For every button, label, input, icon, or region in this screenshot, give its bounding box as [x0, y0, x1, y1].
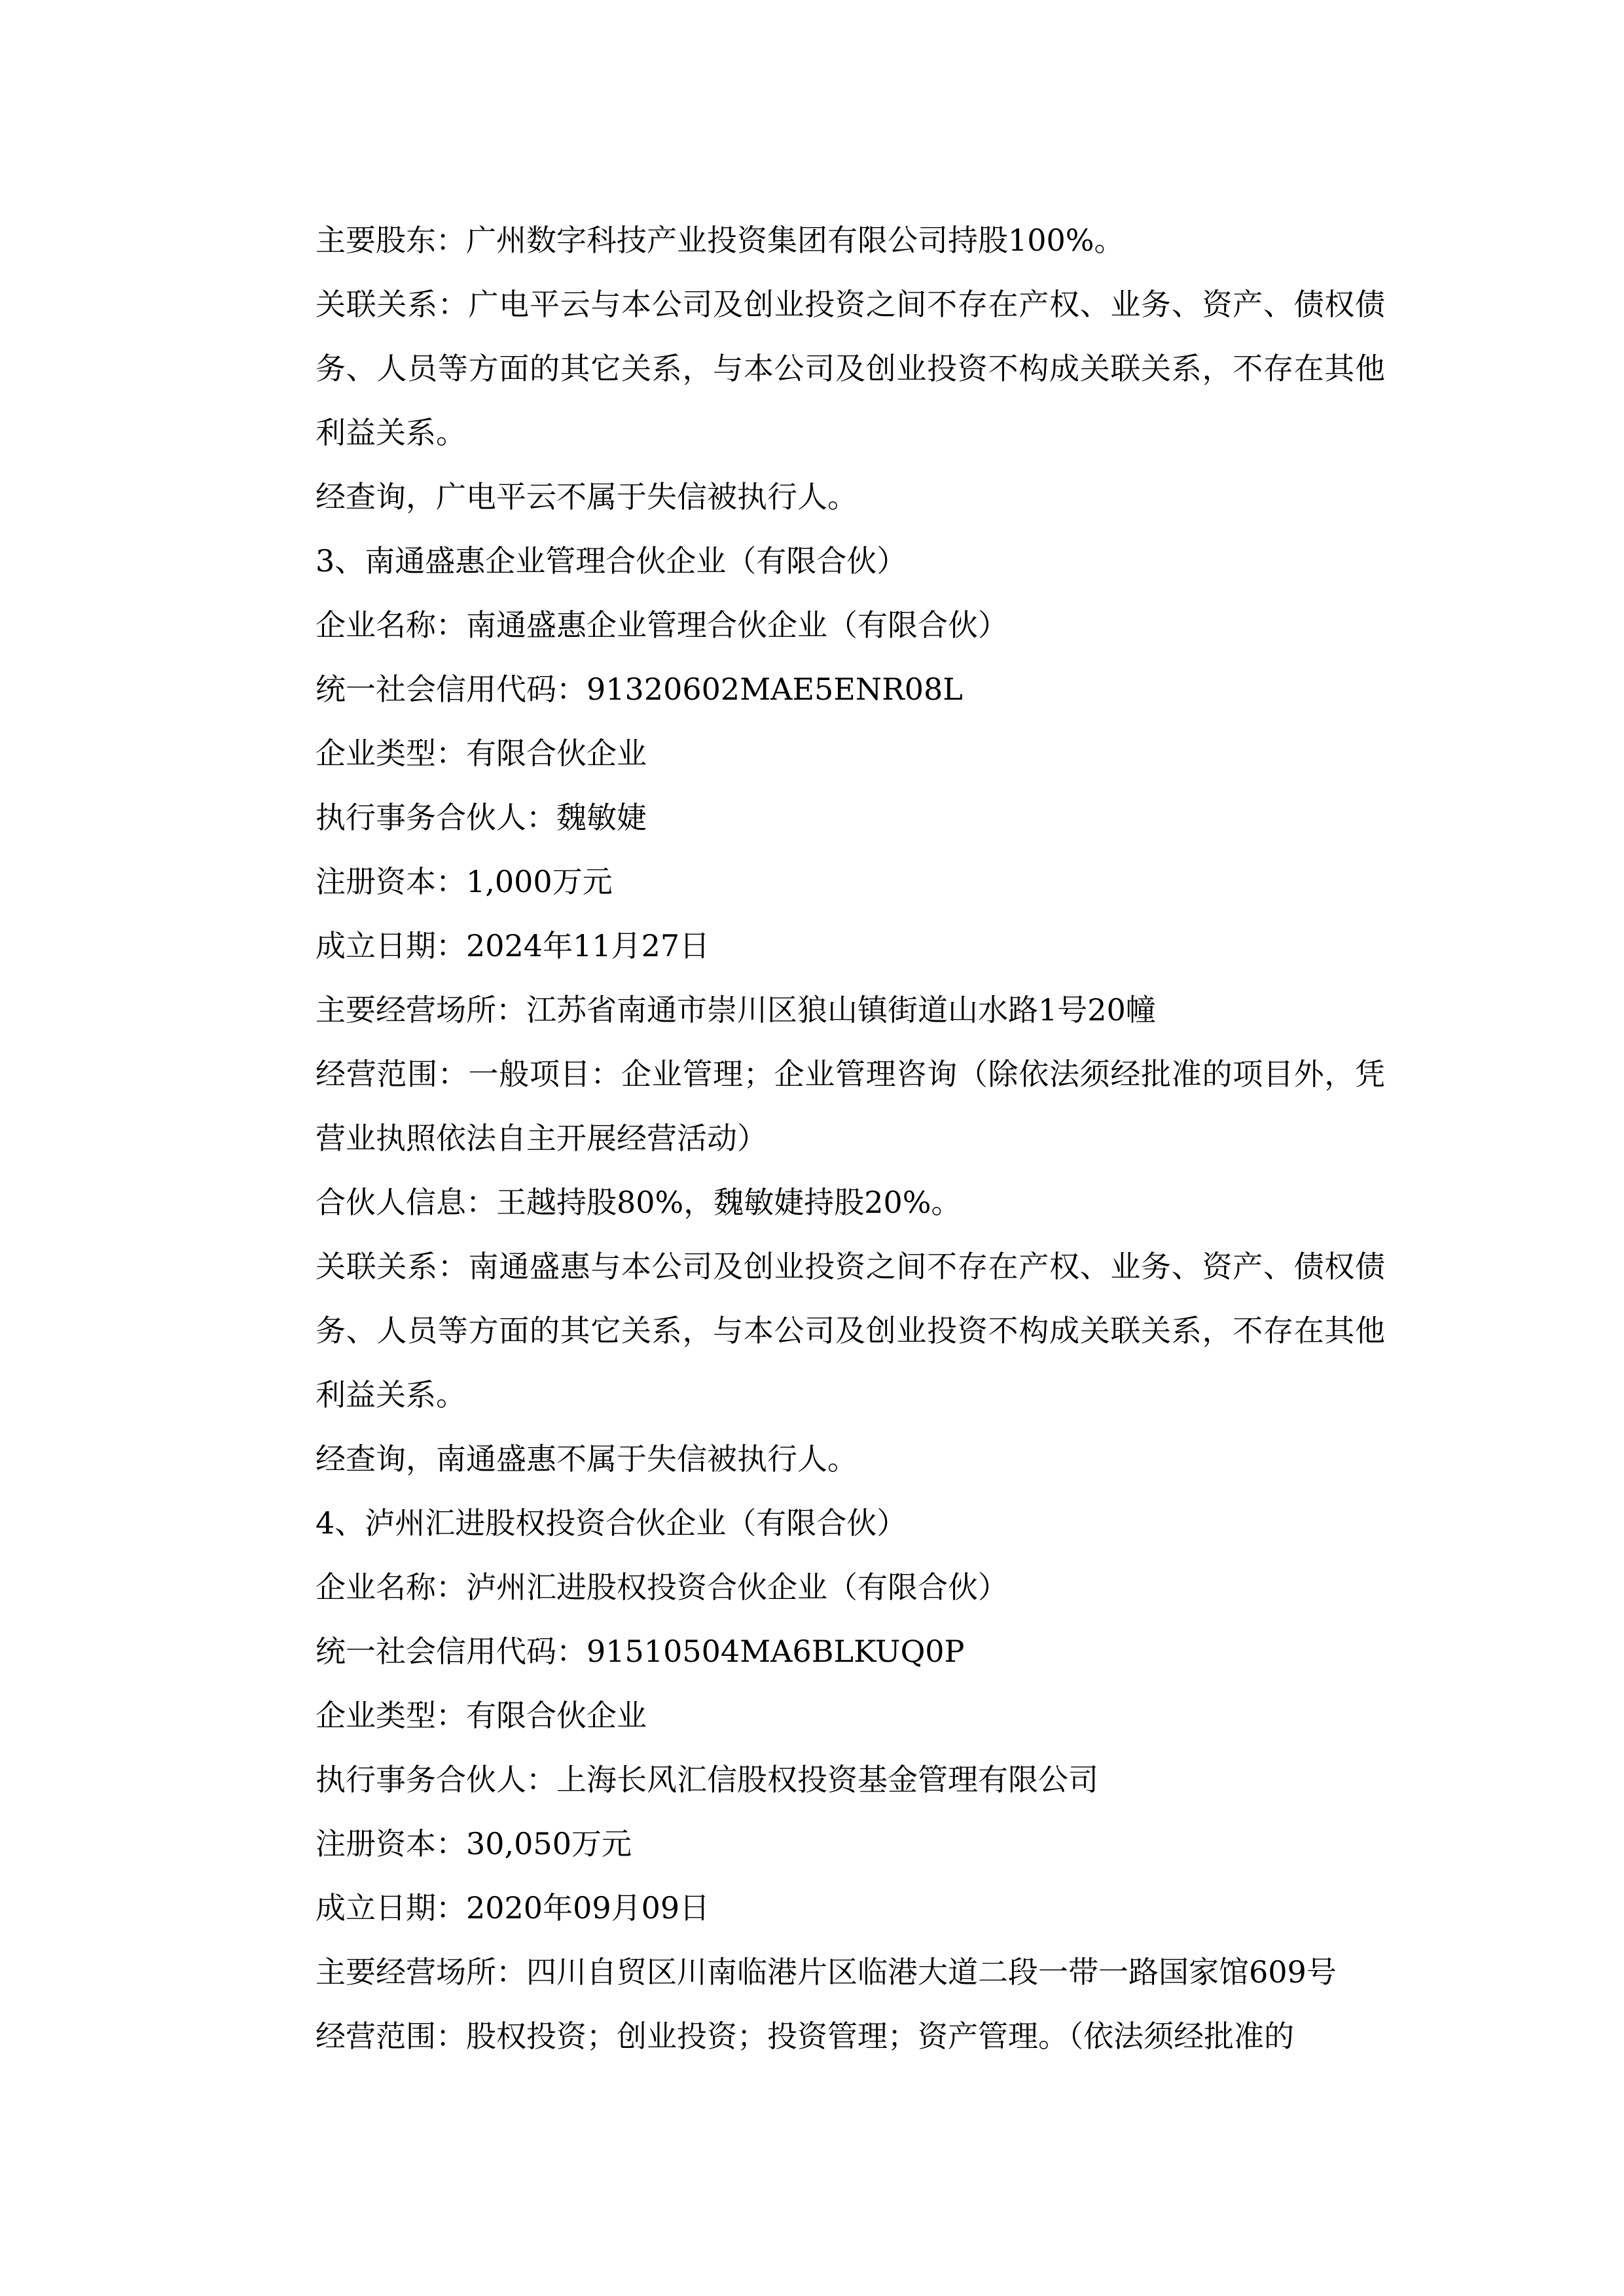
paragraph-partner-info-3: 合伙人信息：王越持股80%，魏敏婕持股20%。	[316, 1185, 962, 1220]
paragraph-company-type-4: 企业类型：有限合伙企业	[316, 1698, 647, 1733]
paragraph-major-shareholder: 主要股东：广州数字科技产业投资集团有限公司持股100%。	[316, 223, 1125, 258]
paragraph-related-party-1: 关联关系：广电平云与本公司及创业投资之间不存在产权、业务、资产、债权债务、人员等方面的其它关系，与本公司及创业投资不构成关联关系，不存在其他利益关系。	[316, 287, 1385, 450]
paragraph-related-party-3: 关联关系：南通盛惠与本公司及创业投资之间不存在产权、业务、资产、债权债务、人员等方面的其它关系，与本公司及创业投资不构成关联关系，不存在其他利益关系。	[316, 1249, 1385, 1412]
paragraph-establish-date-3: 成立日期：2024年11月27日	[316, 928, 710, 963]
paragraph-business-scope-3: 经营范围：一般项目：企业管理；企业管理咨询（除依法须经批准的项目外，凭营业执照依法自主开展经营活动）	[316, 1056, 1385, 1156]
paragraph-credit-check-1: 经查询，广电平云不属于失信被执行人。	[316, 479, 857, 514]
paragraph-establish-date-4: 成立日期：2020年09月09日	[316, 1890, 710, 1926]
paragraph-registered-capital-4: 注册资本：30,050万元	[316, 1826, 632, 1861]
section-heading-4: 4、泸州汇进股权投资合伙企业（有限合伙）	[316, 1505, 907, 1541]
paragraph-managing-partner-3: 执行事务合伙人：魏敏婕	[316, 800, 647, 835]
paragraph-company-type-3: 企业类型：有限合伙企业	[316, 736, 647, 771]
paragraph-credit-code-4: 统一社会信用代码：91510504MA6BLKUQ0P	[316, 1634, 965, 1669]
document-page	[246, 208, 1385, 2068]
section-heading-3: 3、南通盛惠企业管理合伙企业（有限合伙）	[316, 543, 907, 579]
paragraph-business-scope-4: 经营范围：股权投资；创业投资；投资管理；资产管理。（依法须经批准的	[316, 2018, 1294, 2054]
paragraph-company-name-3: 企业名称：南通盛惠企业管理合伙企业（有限合伙）	[316, 607, 1008, 643]
paragraph-managing-partner-4: 执行事务合伙人：上海长风汇信股权投资基金管理有限公司	[316, 1762, 1098, 1797]
paragraph-credit-code-3: 统一社会信用代码：91320602MAE5ENR08L	[316, 672, 963, 707]
paragraph-business-address-3: 主要经营场所：江苏省南通市崇川区狼山镇街道山水路1号20幢	[316, 992, 1156, 1028]
paragraph-registered-capital-3: 注册资本：1,000万元	[316, 864, 613, 899]
paragraph-business-address-4: 主要经营场所：四川自贸区川南临港片区临港大道二段一带一路国家馆609号	[316, 1954, 1337, 1990]
paragraph-company-name-4: 企业名称：泸州汇进股权投资合伙企业（有限合伙）	[316, 1570, 1008, 1605]
paragraph-credit-check-3: 经查询，南通盛惠不属于失信被执行人。	[316, 1441, 857, 1477]
